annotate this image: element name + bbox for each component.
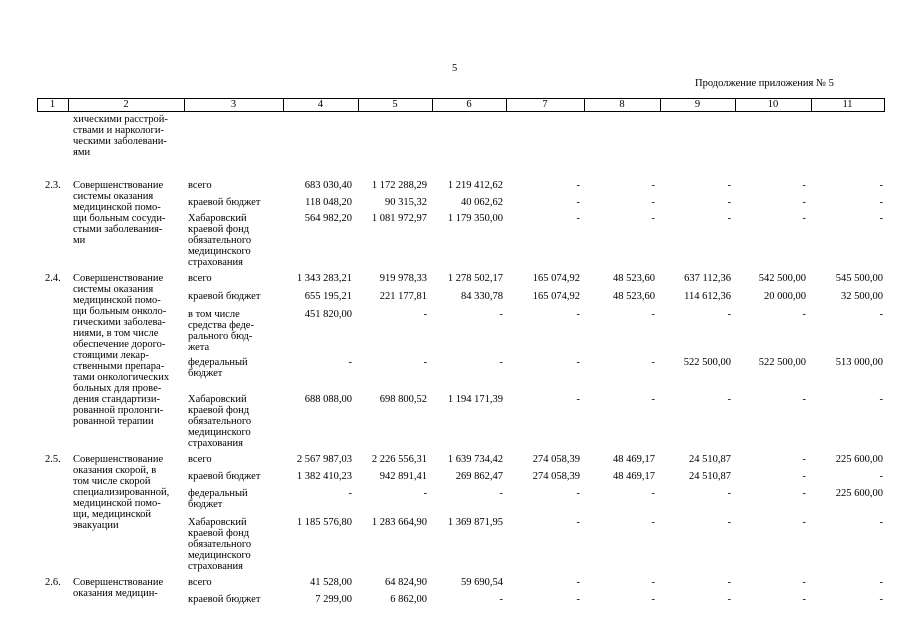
value-cell: 451 820,00 bbox=[304, 309, 352, 320]
funding-source: всего bbox=[188, 577, 212, 588]
value-cell: - bbox=[879, 197, 883, 208]
funding-source: краевой бюджет bbox=[188, 197, 261, 208]
value-cell: - bbox=[576, 517, 580, 528]
funding-source: Хабаровский краевой фонд обязательного медицинского страхования bbox=[188, 394, 252, 449]
value-cell: - bbox=[651, 577, 655, 588]
value-cell: 522 500,00 bbox=[758, 357, 806, 368]
column-header-2: 2 bbox=[123, 99, 129, 110]
row-number: 2.4. bbox=[45, 273, 61, 284]
funding-source: всего bbox=[188, 454, 212, 465]
value-cell: - bbox=[651, 517, 655, 528]
column-header-10: 10 bbox=[767, 99, 779, 110]
value-cell: - bbox=[802, 517, 806, 528]
value-cell: - bbox=[651, 488, 655, 499]
value-cell: - bbox=[727, 488, 731, 499]
value-cell: - bbox=[727, 394, 731, 405]
value-cell: 1 179 350,00 bbox=[447, 213, 503, 224]
value-cell: 274 058,39 bbox=[532, 471, 580, 482]
value-cell: 6 862,00 bbox=[390, 594, 427, 605]
value-cell: - bbox=[802, 488, 806, 499]
row-title: Совершенствование системы оказания медицинской помо- щи больным сосуди- стыми заболевания- ми bbox=[73, 180, 166, 246]
value-cell: 269 862,47 bbox=[455, 471, 503, 482]
column-header-1: 1 bbox=[49, 99, 56, 110]
funding-source: всего bbox=[188, 273, 212, 284]
value-cell: 24 510,87 bbox=[689, 454, 731, 465]
column-header-11: 11 bbox=[842, 99, 853, 110]
value-cell: - bbox=[727, 577, 731, 588]
intro-text: хическими расстрой- ствами и наркологи- ческими заболевани- ями bbox=[73, 114, 168, 158]
value-cell: - bbox=[879, 594, 883, 605]
value-cell: - bbox=[651, 180, 655, 191]
value-cell: 1 382 410,23 bbox=[296, 471, 352, 482]
value-cell: 545 500,00 bbox=[835, 273, 883, 284]
value-cell: 48 523,60 bbox=[613, 291, 655, 302]
value-cell: 919 978,33 bbox=[379, 273, 427, 284]
value-cell: 1 283 664,90 bbox=[371, 517, 427, 528]
value-cell: 20 000,00 bbox=[764, 291, 806, 302]
value-cell: - bbox=[651, 197, 655, 208]
value-cell: - bbox=[879, 517, 883, 528]
row-number: 2.3. bbox=[45, 180, 61, 191]
value-cell: - bbox=[802, 309, 806, 320]
value-cell: - bbox=[651, 357, 655, 368]
value-cell: - bbox=[727, 213, 731, 224]
appendix-note: Продолжение приложения № 5 bbox=[695, 78, 834, 89]
funding-source: краевой бюджет bbox=[188, 291, 261, 302]
funding-source: краевой бюджет bbox=[188, 471, 261, 482]
value-cell: - bbox=[879, 577, 883, 588]
column-header-3: 3 bbox=[230, 99, 237, 110]
column-header-4: 4 bbox=[317, 99, 324, 110]
value-cell: 118 048,20 bbox=[305, 197, 352, 208]
value-cell: 1 081 972,97 bbox=[371, 213, 427, 224]
value-cell: - bbox=[879, 309, 883, 320]
value-cell: - bbox=[499, 357, 503, 368]
value-cell: 1 219 412,62 bbox=[447, 180, 503, 191]
value-cell: 32 500,00 bbox=[841, 291, 883, 302]
value-cell: 1 639 734,42 bbox=[447, 454, 503, 465]
value-cell: 221 177,81 bbox=[379, 291, 427, 302]
value-cell: - bbox=[576, 180, 580, 191]
value-cell: - bbox=[802, 180, 806, 191]
funding-source: федеральный бюджет bbox=[188, 488, 248, 510]
row-title: Совершенствование оказания скорой, в том числе скорой специализированной, медицинской помо- щи, медицинской эвакуации bbox=[73, 454, 170, 531]
value-cell: - bbox=[499, 309, 503, 320]
funding-source: Хабаровский краевой фонд обязательного медицинского страхования bbox=[188, 213, 252, 268]
value-cell: 637 112,36 bbox=[684, 273, 731, 284]
value-cell: - bbox=[802, 577, 806, 588]
value-cell: 41 528,00 bbox=[310, 577, 352, 588]
value-cell: 542 500,00 bbox=[758, 273, 806, 284]
row-title: Совершенствование оказания медицин- bbox=[73, 577, 164, 599]
funding-source: федеральный бюджет bbox=[188, 357, 248, 379]
funding-source: в том числе средства феде- рального бюд- жета bbox=[188, 309, 254, 353]
value-cell: - bbox=[879, 471, 883, 482]
funding-source: краевой бюджет bbox=[188, 594, 261, 605]
column-header-7: 7 bbox=[542, 99, 548, 110]
value-cell: - bbox=[576, 594, 580, 605]
value-cell: 1 343 283,21 bbox=[296, 273, 352, 284]
value-cell: 688 088,00 bbox=[304, 394, 352, 405]
value-cell: - bbox=[576, 488, 580, 499]
value-cell: - bbox=[879, 213, 883, 224]
value-cell: 24 510,87 bbox=[689, 471, 731, 482]
value-cell: - bbox=[576, 357, 580, 368]
value-cell: 942 891,41 bbox=[379, 471, 427, 482]
value-cell: 40 062,62 bbox=[461, 197, 503, 208]
value-cell: - bbox=[576, 213, 580, 224]
value-cell: 698 800,52 bbox=[379, 394, 427, 405]
value-cell: - bbox=[727, 197, 731, 208]
value-cell: - bbox=[802, 471, 806, 482]
value-cell: - bbox=[802, 197, 806, 208]
value-cell: - bbox=[576, 309, 580, 320]
value-cell: - bbox=[423, 309, 427, 320]
funding-source: Хабаровский краевой фонд обязательного медицинского страхования bbox=[188, 517, 252, 572]
value-cell: - bbox=[499, 594, 503, 605]
value-cell: - bbox=[727, 594, 731, 605]
value-cell: - bbox=[651, 309, 655, 320]
header-column-separator bbox=[884, 98, 885, 112]
value-cell: 225 600,00 bbox=[835, 454, 883, 465]
value-cell: - bbox=[727, 517, 731, 528]
value-cell: - bbox=[423, 357, 427, 368]
value-cell: - bbox=[348, 488, 352, 499]
value-cell: 165 074,92 bbox=[532, 273, 580, 284]
value-cell: 655 195,21 bbox=[304, 291, 352, 302]
page-number: 5 bbox=[452, 63, 458, 74]
value-cell: - bbox=[651, 594, 655, 605]
value-cell: 114 612,36 bbox=[684, 291, 731, 302]
value-cell: - bbox=[651, 394, 655, 405]
value-cell: 683 030,40 bbox=[304, 180, 352, 191]
value-cell: 1 278 502,17 bbox=[447, 273, 503, 284]
value-cell: - bbox=[348, 357, 352, 368]
value-cell: - bbox=[802, 454, 806, 465]
funding-source: всего bbox=[188, 180, 212, 191]
value-cell: - bbox=[651, 213, 655, 224]
row-title: Совершенствование системы оказания медицинской помо- щи больным онколо- гическими заболева- ниями, в том числе обеспечение дорого- стоящими лекар- ственными препара- тами онкологических больных для прове- дения стандартизи- рованной пролонги- рованной терапии bbox=[73, 273, 170, 427]
value-cell: 1 369 871,95 bbox=[447, 517, 503, 528]
row-number: 2.6. bbox=[45, 577, 61, 588]
row-number: 2.5. bbox=[45, 454, 61, 465]
value-cell: - bbox=[802, 394, 806, 405]
value-cell: - bbox=[802, 594, 806, 605]
value-cell: - bbox=[879, 394, 883, 405]
value-cell: 165 074,92 bbox=[532, 291, 580, 302]
value-cell: 48 469,17 bbox=[613, 471, 655, 482]
column-header-5: 5 bbox=[392, 99, 398, 110]
value-cell: 84 330,78 bbox=[461, 291, 503, 302]
column-header-9: 9 bbox=[694, 99, 701, 110]
value-cell: 2 567 987,03 bbox=[296, 454, 352, 465]
column-header-8: 8 bbox=[619, 99, 625, 110]
value-cell: 7 299,00 bbox=[315, 594, 352, 605]
value-cell: - bbox=[727, 180, 731, 191]
value-cell: - bbox=[802, 213, 806, 224]
value-cell: 225 600,00 bbox=[835, 488, 883, 499]
value-cell: 513 000,00 bbox=[835, 357, 883, 368]
column-header-6: 6 bbox=[466, 99, 472, 110]
value-cell: - bbox=[499, 488, 503, 499]
value-cell: 1 194 171,39 bbox=[447, 394, 503, 405]
value-cell: 1 172 288,29 bbox=[371, 180, 427, 191]
value-cell: - bbox=[879, 180, 883, 191]
value-cell: 2 226 556,31 bbox=[371, 454, 427, 465]
value-cell: 564 982,20 bbox=[304, 213, 352, 224]
value-cell: - bbox=[576, 577, 580, 588]
value-cell: 64 824,90 bbox=[385, 577, 427, 588]
value-cell: 48 469,17 bbox=[613, 454, 655, 465]
value-cell: - bbox=[423, 488, 427, 499]
value-cell: 48 523,60 bbox=[613, 273, 655, 284]
value-cell: 522 500,00 bbox=[683, 357, 731, 368]
value-cell: - bbox=[576, 394, 580, 405]
header-bottom-border bbox=[37, 111, 884, 112]
value-cell: - bbox=[727, 309, 731, 320]
value-cell: 274 058,39 bbox=[532, 454, 580, 465]
value-cell: 90 315,32 bbox=[385, 197, 427, 208]
value-cell: - bbox=[576, 197, 580, 208]
value-cell: 1 185 576,80 bbox=[296, 517, 352, 528]
value-cell: 59 690,54 bbox=[461, 577, 503, 588]
